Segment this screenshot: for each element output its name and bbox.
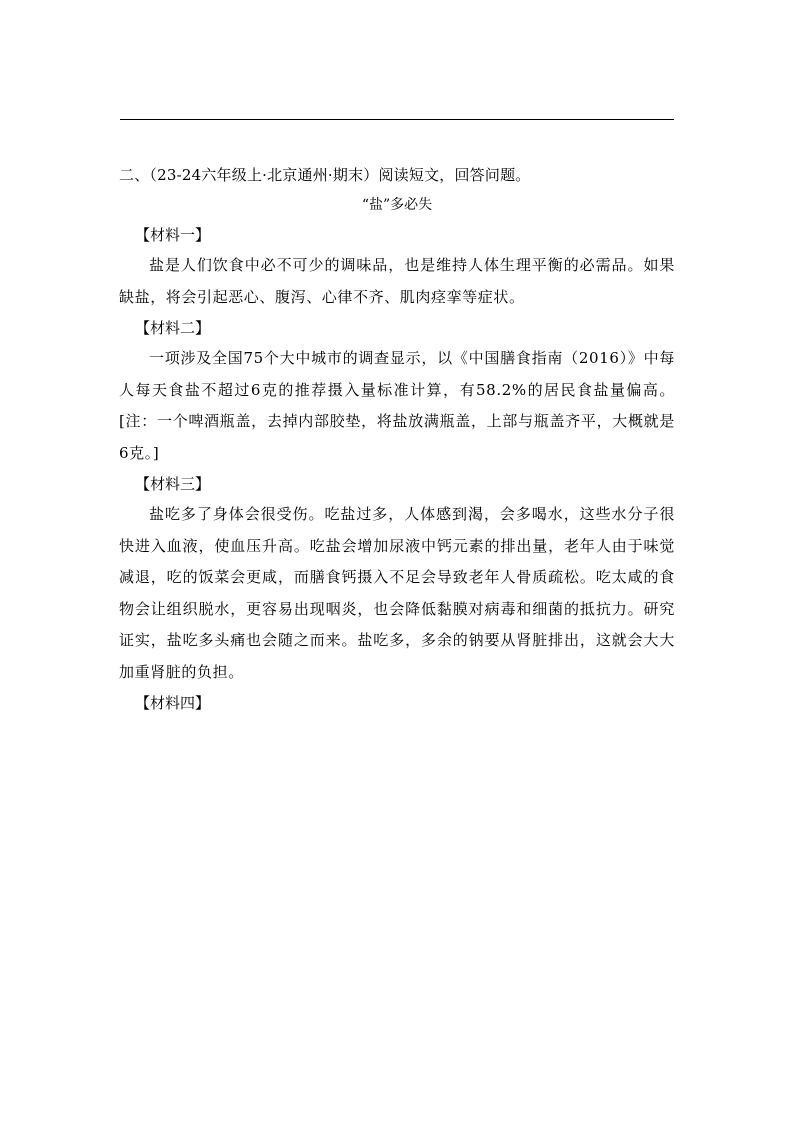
section-label-material-4: 【材料四】: [135, 694, 211, 712]
section-label-material-3: 【材料三】: [135, 475, 211, 493]
question-heading: 二、（23-24六年级上·北京通州·期末）阅读短文，回答问题。: [119, 166, 531, 184]
article-title: “盐”多必失: [361, 197, 433, 213]
document-body: [119, 160, 675, 718]
section-text-material-3: 盐吃多了身体会很受伤。吃盐过多，人体感到渴，会多喝水，这些水分子很快进入血液，使血压升高。吃盐会增加尿液中钙元素的排出量，老年人由于味觉减退，吃的饭菜会更咸，而膳食钙摄入不足会导致老年人骨质疏松。吃太咸的食物会让组织脱水，更容易出现咽炎，也会降低黏膜对病毒和细菌的抵抗力。研究证实，盐吃多头痛也会随之而来。盐吃多，多余的钠要从肾脏排出，这就会大大加重肾脏的负担。: [119, 505, 675, 681]
section-label-material-2: 【材料二】: [135, 319, 211, 337]
section-label-material-1: 【材料一】: [135, 226, 211, 244]
header-rule: [120, 119, 674, 120]
section-text-material-1: 盐是人们饮食中必不可少的调味品，也是维持人体生理平衡的必需品。如果缺盐，将会引起恶心、腹泻、心律不齐、肌肉痉挛等症状。: [119, 256, 675, 306]
section-text-material-2: 一项涉及全国75个大中城市的调查显示，以《中国膳食指南（2016）》中每人每天食盐不超过6克的推荐摄入量标准计算，有58.2%的居民食盐量偏高。[注：一个啤酒瓶盖，去掉内部胶垫，将盐放满瓶盖，上部与瓶盖齐平，大概就是6克。]: [119, 349, 675, 462]
